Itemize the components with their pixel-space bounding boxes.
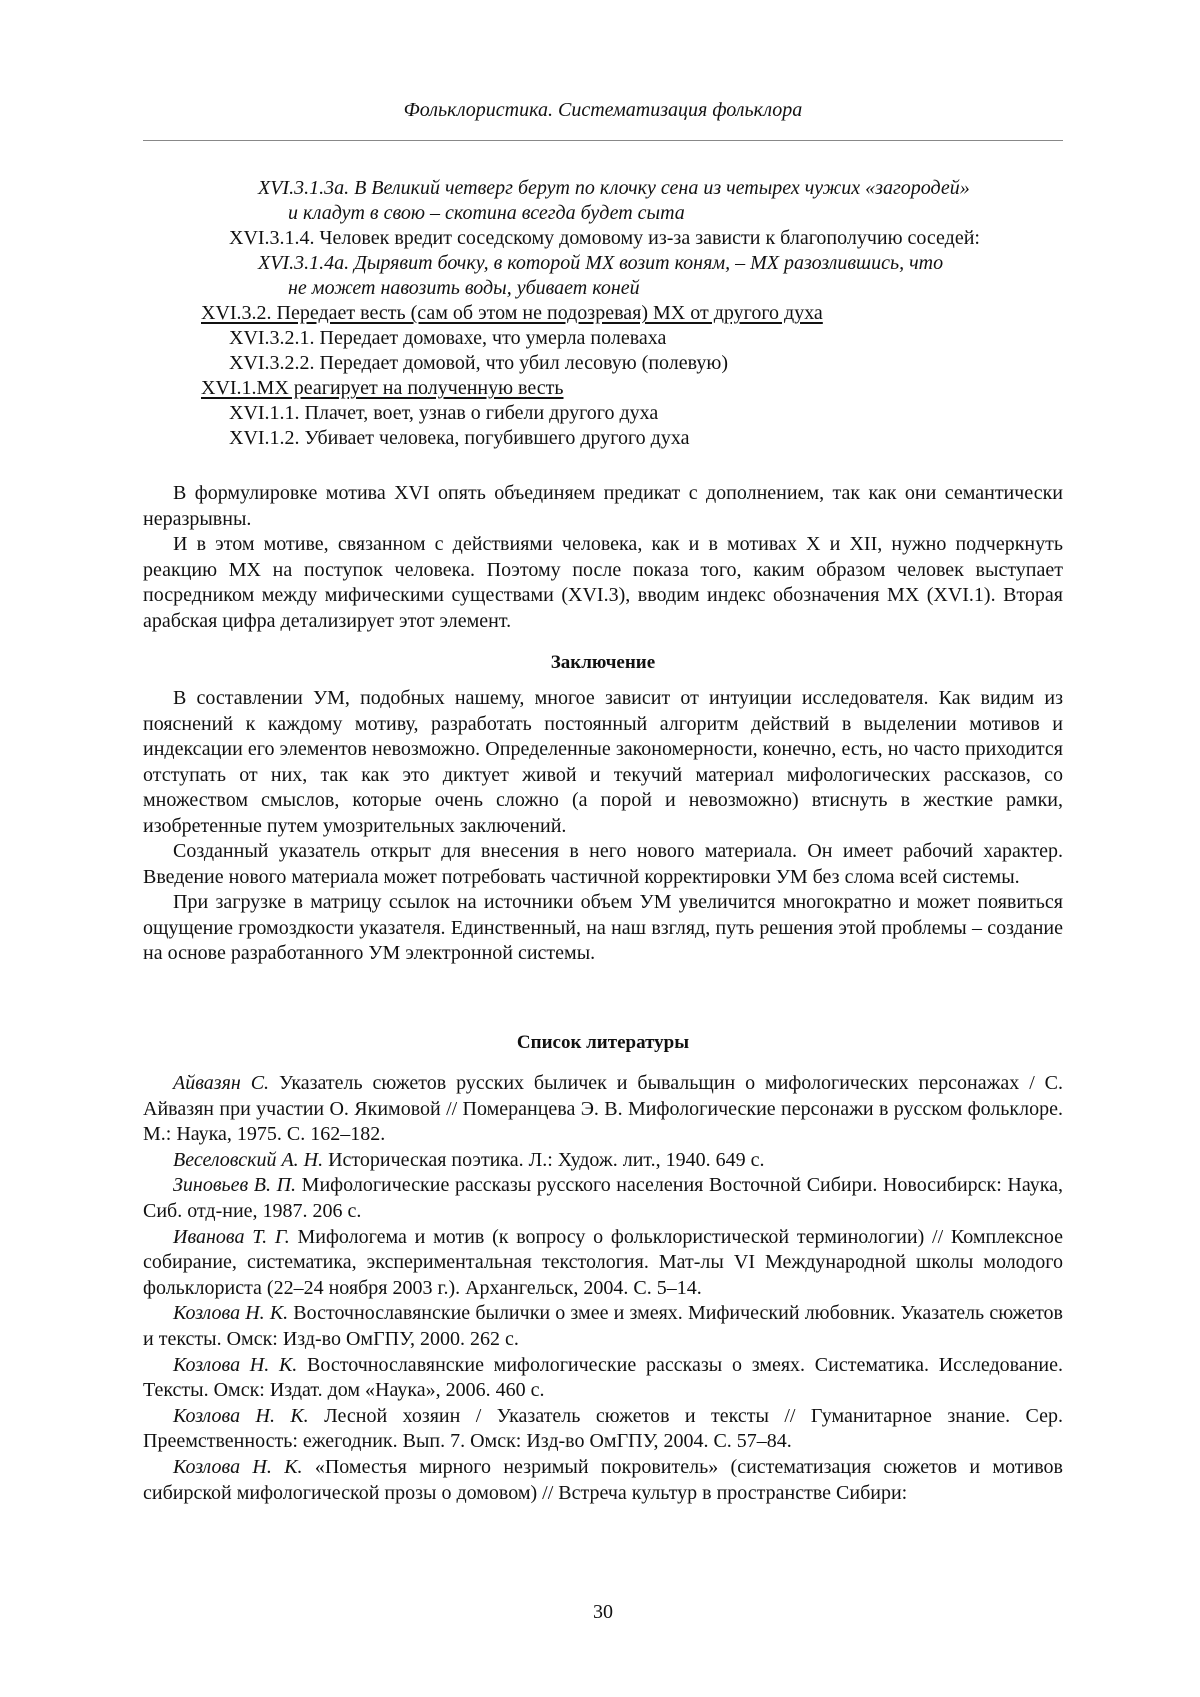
- header-rule: [143, 140, 1063, 141]
- reference-item: [143, 1404, 1063, 1455]
- body-paragraph-1: В формулировке мотива XVI опять объединяем предикат с дополнением, так как они семантически неразрывны.: [143, 482, 1063, 530]
- motif-outline: [0, 176, 1200, 451]
- references-list: [143, 1071, 1063, 1506]
- body-paragraphs: [143, 481, 1063, 634]
- outline-item-3-2-1: XVI.3.2.1. Передает домовахе, что умерла полеваха: [229, 327, 667, 349]
- reference-author: Зиновьев В. П.: [173, 1174, 297, 1197]
- reference-author: Козлова Н. К.: [173, 1404, 309, 1427]
- reference-item: [143, 1225, 1063, 1302]
- outline-item-3-1-4a-cont: не может навозить воды, убивает коней: [288, 277, 640, 299]
- reference-item: [143, 1173, 1063, 1224]
- conclusion-heading: Заключение: [550, 652, 656, 673]
- conclusion-paragraph-3: При загрузке в матрицу ссылок на источники объем УМ увеличится многократно и может появиться ощущение громоздкости указателя. Единственный, на наш взгляд, путь решения этой проблемы – создание на основе разработанного УМ электронной системы.: [143, 891, 1063, 964]
- reference-text: Историческая поэтика. Л.: Худож. лит., 1940. 649 с.: [323, 1148, 765, 1171]
- reference-author: Козлова Н. К.: [173, 1353, 298, 1376]
- reference-author: Веселовский А. Н.: [173, 1148, 324, 1171]
- reference-author: Козлова Н. К.: [173, 1455, 303, 1478]
- conclusion-paragraphs: [143, 686, 1063, 967]
- reference-text: Восточнославянские мифологические рассказы о змеях. Систематика. Исследование. Тексты. Омск: Издат. дом «Наука», 2006. 460 с.: [143, 1353, 1063, 1402]
- reference-item: [143, 1071, 1063, 1148]
- outline-item-3-2-2: XVI.3.2.2. Передает домовой, что убил лесовую (полевую): [229, 352, 728, 374]
- outline-item-3-1-4a: XVI.3.1.4а. Дырявит бочку, в которой МХ возит коням, – МХ разозлившись, что: [258, 252, 944, 274]
- reference-author: Козлова Н. К.: [173, 1302, 289, 1325]
- outline-item-1-2: XVI.1.2. Убивает человека, погубившего другого духа: [229, 427, 690, 449]
- outline-item-1-1: XVI.1.1. Плачет, воет, узнав о гибели другого духа: [229, 402, 659, 424]
- conclusion-paragraph-2: Созданный указатель открыт для внесения в него нового материала. Он имеет рабочий характер. Введение нового материала может потребовать частичной корректировки УМ без слома всей системы.: [143, 840, 1063, 888]
- reference-item: [143, 1148, 1063, 1174]
- reference-text: Мифологема и мотив (к вопросу о фольклористической терминологии) // Комплексное собирание, систематика, экспериментальная текстология. Мат-лы VI Международной школы молодого фольклориста (22–24 ноября 2003 г.). Архангельск, 2004. С. 5–14.: [143, 1225, 1063, 1299]
- page-number: 30: [593, 1601, 613, 1623]
- reference-author: Айвазян С.: [173, 1072, 270, 1094]
- reference-author: Иванова Т. Г.: [173, 1225, 290, 1248]
- outline-item-3-2: XVI.3.2. Передает весть (сам об этом не подозревая) МХ от другого духа: [201, 302, 823, 324]
- reference-item: [143, 1455, 1063, 1506]
- reference-text: Восточнославянские былички о змее и змеях. Мифический любовник. Указатель сюжетов и тексты. Омск: Изд-во ОмГПУ, 2000. 262 с.: [143, 1302, 1064, 1350]
- reference-item: [143, 1301, 1063, 1352]
- outline-item-3-1-3a-cont: и кладут в свою – скотина всегда будет сыта: [288, 202, 685, 224]
- reference-text: «Поместья мирного незримый покровитель» (систематизация сюжетов и мотивов сибирской мифологической прозы о домовом) // Встреча культур в пространстве Сибири:: [143, 1455, 1063, 1504]
- conclusion-paragraph-1: В составлении УМ, подобных нашему, многое зависит от интуиции исследователя. Как видим из пояснений к каждому мотиву, разработать постоянный алгоритм действий в выделении мотивов и индексации его элементов невозможно. Определенные закономерности, конечно, есть, но часто приходится отступать от них, так как это диктует живой и текучий материал мифологических рассказов, со множеством смыслов, которые очень сложно (а порой и невозможно) втиснуть в жесткие рамки, изобретенные путем умозрительных заключений.: [143, 687, 1063, 837]
- reference-text: Указатель сюжетов русских быличек и бывальщин о мифологических персонажах / С. Айвазян при участии О. Якимовой // Померанцева Э. В. Мифологические персонажи в русском фольклоре. М.: Наука, 1975. С. 162–182.: [143, 1072, 1064, 1146]
- outline-item-3-1-4: XVI.3.1.4. Человек вредит соседскому домовому из-за зависти к благополучию соседей:: [229, 227, 980, 249]
- running-header: Фольклористика. Систематизация фольклора: [403, 99, 803, 121]
- outline-item-3-1-3a: XVI.3.1.3а. В Великий четверг берут по клочку сена из четырех чужих «загородей»: [258, 177, 970, 199]
- references-heading: Список литературы: [516, 1032, 690, 1053]
- outline-item-1: XVI.1.МХ реагирует на полученную весть: [201, 377, 564, 399]
- reference-item: [143, 1353, 1063, 1404]
- reference-text: Лесной хозяин / Указатель сюжетов и тексты // Гуманитарное знание. Сер. Преемственность: ежегодник. Вып. 7. Омск: Изд-во ОмГПУ, 2004. С. 57–84.: [143, 1404, 1064, 1453]
- reference-text: Мифологические рассказы русского населения Восточной Сибири. Новосибирск: Наука, Сиб. отд-ние, 1987. 206 с.: [143, 1174, 1063, 1222]
- body-paragraph-2: И в этом мотиве, связанном с действиями человека, как и в мотивах X и XII, нужно подчеркнуть реакцию МХ на поступок человека. Поэтому после показа того, каким образом человек выступает посредником между мифическими существами (XVI.3), вводим индекс обозначения МХ (XVI.1). Вторая арабская цифра детализирует этот элемент.: [143, 533, 1063, 632]
